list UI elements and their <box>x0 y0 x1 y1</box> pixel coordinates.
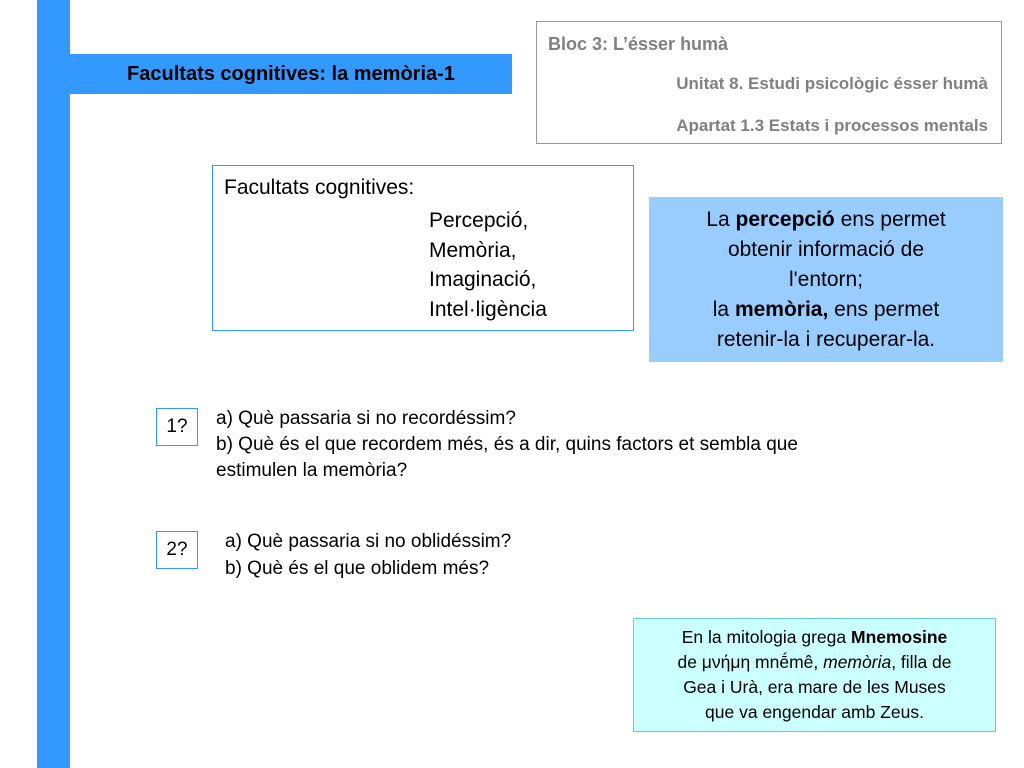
perception-text-part: ens permet <box>828 297 940 321</box>
perception-box <box>649 197 1003 362</box>
perception-text-part: la <box>712 297 735 321</box>
bloc-info-box <box>536 21 1002 144</box>
myth-line <box>634 650 995 675</box>
perception-text-part: ens permet <box>834 207 946 231</box>
myth-text-part: En la mitologia grega <box>681 627 851 647</box>
question-line: a) Què passaria si no recordéssim? <box>216 408 516 429</box>
perception-text-part: retenir-la i recuperar-la. <box>716 327 936 351</box>
perception-text-part: l'entorn; <box>788 267 864 291</box>
question-line: a) Què passaria si no oblidéssim? <box>225 531 512 552</box>
memory-keyword: memòria, <box>734 297 829 321</box>
myth-text-part: de μνήμη mnḗmê, <box>677 652 824 672</box>
question-line: b) Què és el que recordem més, és a dir, quins factors et sembla que <box>216 434 798 455</box>
question-1-text <box>216 406 936 484</box>
perception-text <box>706 205 945 355</box>
myth-line <box>634 625 995 650</box>
question-line: estimulen la memòria? <box>216 460 408 481</box>
bloc-unit: Unitat 8. Estudi psicològic ésser humà <box>676 74 988 93</box>
bloc-section: Apartat 1.3 Estats i processos mentals <box>676 116 988 135</box>
facultats-heading: Facultats cognitives: <box>224 176 415 199</box>
question-2-badge: 2? <box>156 531 198 569</box>
title-banner <box>70 54 512 94</box>
perception-text-part: obtenir informació de <box>727 237 925 261</box>
facultat-item: Memòria, <box>429 238 517 262</box>
perception-text-part: La <box>706 207 736 231</box>
facultats-box <box>212 165 634 331</box>
page-title: Facultats cognitives: la memòria-1 <box>127 62 455 85</box>
question-2-text <box>225 528 945 582</box>
memoria-italic: memòria <box>823 652 892 672</box>
myth-line: que va engendar amb Zeus. <box>705 702 924 722</box>
facultat-item: Imaginació, <box>429 268 537 291</box>
question-line: b) Què és el que oblidem més? <box>225 558 490 579</box>
perception-keyword: percepció <box>735 207 835 231</box>
mythology-note-box <box>633 618 996 732</box>
facultats-list <box>429 206 547 324</box>
left-accent-bar <box>37 0 70 768</box>
myth-line: Gea i Urà, era mare de les Muses <box>683 677 946 697</box>
myth-text-part: , filla de <box>891 652 952 672</box>
facultat-item: Percepció, <box>429 209 529 232</box>
question-1-badge: 1? <box>156 408 198 446</box>
facultat-item: Intel·ligència <box>429 297 547 321</box>
bloc-title: Bloc 3: L’ésser humà <box>548 34 729 54</box>
mnemosine-keyword: Mnemosine <box>851 627 948 647</box>
